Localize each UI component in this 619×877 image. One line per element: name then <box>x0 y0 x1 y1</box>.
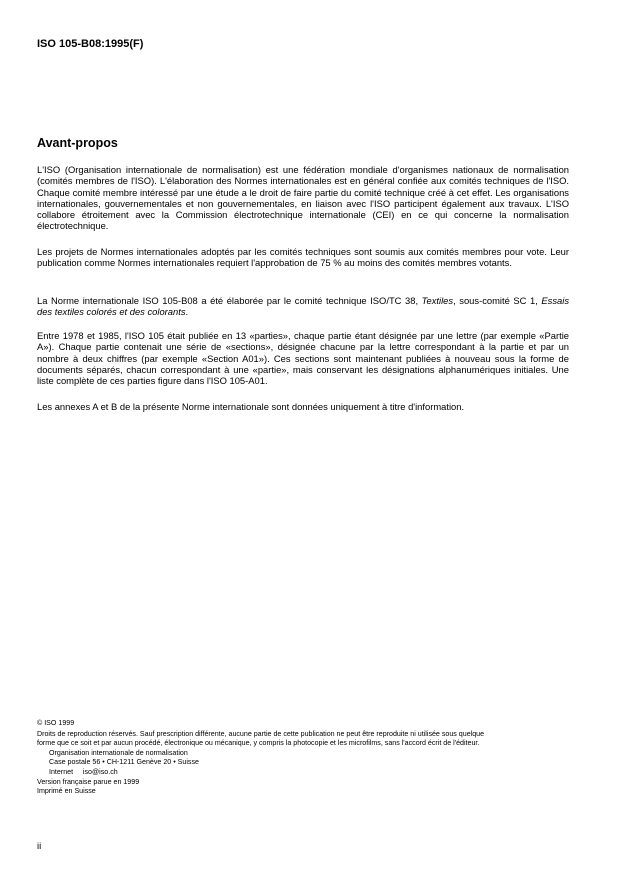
paragraph-committee <box>37 295 569 318</box>
rights-line-1: Droits de reproduction réservés. Sauf prescription différente, aucune partie de cette publication ne peut être reproduite ni utilisée sous quelque <box>37 729 485 738</box>
paragraph-iso-intro: L'ISO (Organisation internationale de normalisation) est une fédération mondiale d'organismes nationaux de normalisation (comités membres de l'ISO). L'élaboration des Normes internationales est en général confiée aux comités techniques de l'ISO. Chaque comité membre intéressé par une étude a le droit de faire partie du comité technique créé à cet effet. Les organisations internationales, gouvernementales et non gouvernementales, en liaison avec l'ISO participent également aux travaux. L'ISO collabore étroitement avec la Commission électrotechnique internationale (CEI) en ce qui concerne la normalisation électrotechnique. <box>37 164 569 232</box>
copyright-footer <box>37 719 587 797</box>
paragraph-annexes: Les annexes A et B de la présente Norme internationale sont données uniquement à titre d'information. <box>37 401 465 412</box>
paragraph-voting: Les projets de Normes internationales adoptés par les comités techniques sont soumis aux comités membres pour vote. Leur publication comme Normes internationales requiert l'approbation de 75 % au moins des comités membres votants. <box>37 246 569 269</box>
org-name: Organisation internationale de normalisation <box>49 748 188 757</box>
copyright-line: © ISO 1999 <box>37 719 75 727</box>
tc-title: Textiles <box>421 295 454 306</box>
committee-text-middle: , sous-comité SC 1, <box>453 295 542 306</box>
org-internet: Internet iso@iso.ch <box>49 767 118 776</box>
printed-line: Imprimé en Suisse <box>37 787 96 796</box>
committee-text-end: . <box>185 306 189 318</box>
org-address: Case postale 56 • CH-1211 Genève 20 • Suisse <box>49 758 199 767</box>
document-id-header: ISO 105-B08:1995(F) <box>37 38 144 50</box>
committee-text-before: La Norme internationale ISO 105-B08 a été élaborée par le comité technique ISO/TC 38, <box>37 295 422 306</box>
rights-line-2: forme que ce soit et par aucun procédé, électronique ou mécanique, y compris la photocopie et les microfilms, sans l'accord écrit de l'éditeur. <box>37 739 480 748</box>
paragraph-history: Entre 1978 et 1985, l'ISO 105 était publiée en 13 «parties», chaque partie étant désignée par une lettre (par exemple «Partie A»). Chaque partie contenait une série de «sections», désignée chacune par la lettre correspondant à la partie et par un nombre à deux chiffres (par exemple «Section A01»). Ces sections sont maintenant publiées à nouveau sous la forme de documents séparés, chacun correspondant à une «partie», mais conservant les désignations alphanumériques initiales. Une liste complète de ces parties figure dans l'ISO 105-A01. <box>37 330 569 387</box>
sc-title: Essais des textiles colorés et des colorants <box>37 295 570 318</box>
section-title: Avant-propos <box>37 136 118 150</box>
page-number: ii <box>37 840 42 851</box>
version-line: Version française parue en 1999 <box>37 777 140 786</box>
